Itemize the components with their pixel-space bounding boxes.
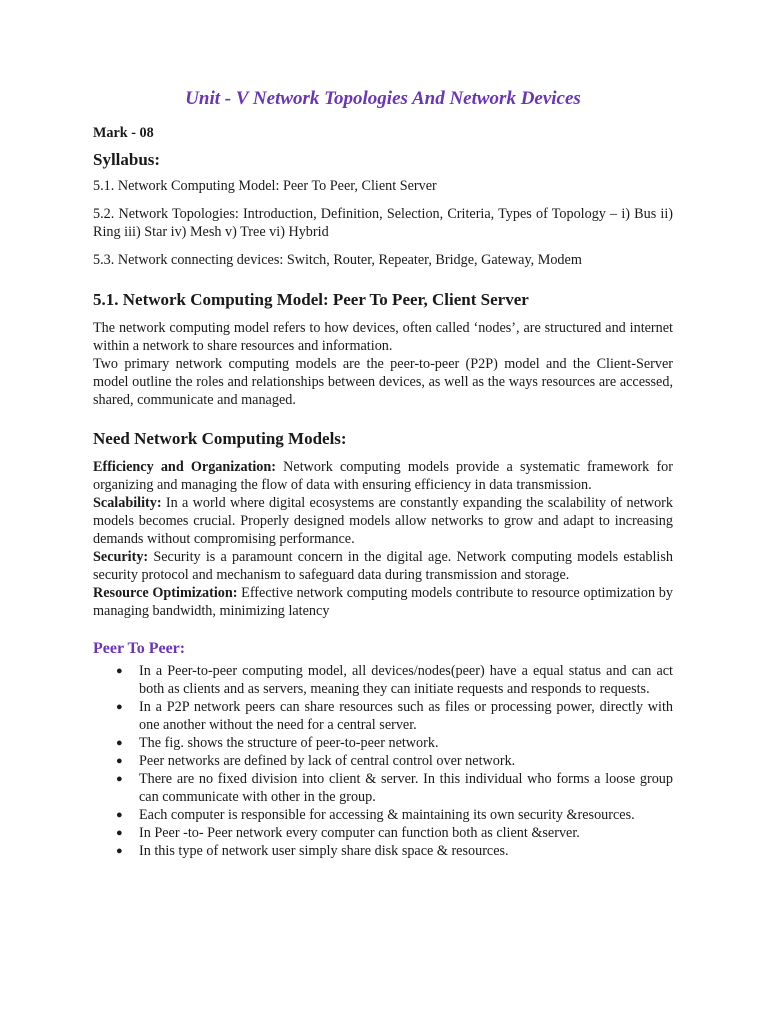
list-item-text: The fig. shows the structure of peer-to-peer network. bbox=[139, 735, 439, 751]
need-item-text: Effective network computing models contribute to resource optimization by managing bandwidth, minimizing latency bbox=[93, 585, 673, 619]
syllabus-heading: Syllabus: bbox=[93, 150, 161, 169]
need-item-text: Network computing models provide a systematic framework for organizing and managing the flow of data with ensuring efficiency in data transmission. bbox=[93, 459, 673, 493]
list-item-text: In a P2P network peers can share resources such as files or processing power, directly with one another without the need for a central server. bbox=[139, 699, 673, 733]
list-item-text: In Peer -to- Peer network every computer can function both as client &server. bbox=[139, 825, 580, 841]
list-item bbox=[116, 734, 673, 752]
list-item bbox=[116, 752, 673, 770]
bullet-icon: ● bbox=[116, 827, 123, 839]
list-item bbox=[116, 770, 673, 806]
list-item bbox=[116, 842, 673, 860]
need-item-text: Security is a paramount concern in the digital age. Network computing models establish security protocol and mechanism to safeguard data during transmission and storage. bbox=[93, 549, 673, 583]
peer-to-peer-heading: Peer To Peer: bbox=[93, 640, 186, 657]
bullet-icon: ● bbox=[116, 665, 123, 677]
list-item bbox=[116, 698, 673, 734]
list-item-text: Peer networks are defined by lack of central control over network. bbox=[139, 753, 516, 769]
peer-to-peer-list bbox=[93, 662, 673, 860]
syllabus-item-5-3: 5.3. Network connecting devices: Switch, Router, Repeater, Bridge, Gateway, Modem bbox=[93, 252, 582, 268]
need-item-text: In a world where digital ecosystems are constantly expanding the scalability of network models becomes crucial. Properly designed models allow networks to grow and adapt to increasing demands without compromising performance. bbox=[93, 495, 673, 547]
need-item-lead: Security: bbox=[93, 549, 149, 565]
need-item-scalability bbox=[93, 494, 673, 548]
page-title: Unit - V Network Topologies And Network Devices bbox=[185, 88, 581, 109]
bullet-icon: ● bbox=[116, 809, 123, 821]
mark-label: Mark - 08 bbox=[93, 125, 154, 141]
need-item-efficiency bbox=[93, 458, 673, 494]
bullet-icon: ● bbox=[116, 755, 123, 767]
section-5-1-paragraph-1: The network computing model refers to how devices, often called ‘nodes’, are structured and internet within a network to share resources and information. bbox=[93, 320, 673, 354]
syllabus-item-5-1: 5.1. Network Computing Model: Peer To Peer, Client Server bbox=[93, 178, 437, 194]
bullet-icon: ● bbox=[116, 737, 123, 749]
bullet-icon: ● bbox=[116, 701, 123, 713]
need-models-heading: Need Network Computing Models: bbox=[93, 429, 347, 448]
list-item-text: There are no fixed division into client & server. In this individual who forms a loose group can communicate with other in the group. bbox=[139, 771, 673, 805]
need-item-security bbox=[93, 548, 673, 584]
list-item bbox=[116, 662, 673, 698]
need-item-lead: Resource Optimization: bbox=[93, 585, 238, 601]
need-item-resource-optimization bbox=[93, 584, 673, 620]
list-item-text: Each computer is responsible for accessing & maintaining its own security &resources. bbox=[139, 807, 635, 823]
list-item bbox=[116, 806, 673, 824]
need-item-lead: Efficiency and Organization: bbox=[93, 459, 277, 475]
bullet-icon: ● bbox=[116, 773, 123, 785]
list-item-text: In a Peer-to-peer computing model, all devices/nodes(peer) have a equal status and can act both as clients and as servers, meaning they can initiate requests and responds to requests. bbox=[139, 663, 673, 697]
syllabus-item-5-2: 5.2. Network Topologies: Introduction, Definition, Selection, Criteria, Types of Topology – i) Bus ii) Ring iii) Star iv) Mesh v) Tree vi) Hybrid bbox=[93, 206, 673, 240]
bullet-icon: ● bbox=[116, 845, 123, 857]
list-item-text: In this type of network user simply share disk space & resources. bbox=[139, 843, 509, 859]
list-item bbox=[116, 824, 673, 842]
section-5-1-paragraph-2: Two primary network computing models are the peer-to-peer (P2P) model and the Client-Server model outline the roles and relationships between devices, as well as the ways resources are accessed, shared, communicate and managed. bbox=[93, 356, 673, 408]
need-item-lead: Scalability: bbox=[93, 495, 162, 511]
section-5-1-heading: 5.1. Network Computing Model: Peer To Peer, Client Server bbox=[93, 290, 529, 309]
